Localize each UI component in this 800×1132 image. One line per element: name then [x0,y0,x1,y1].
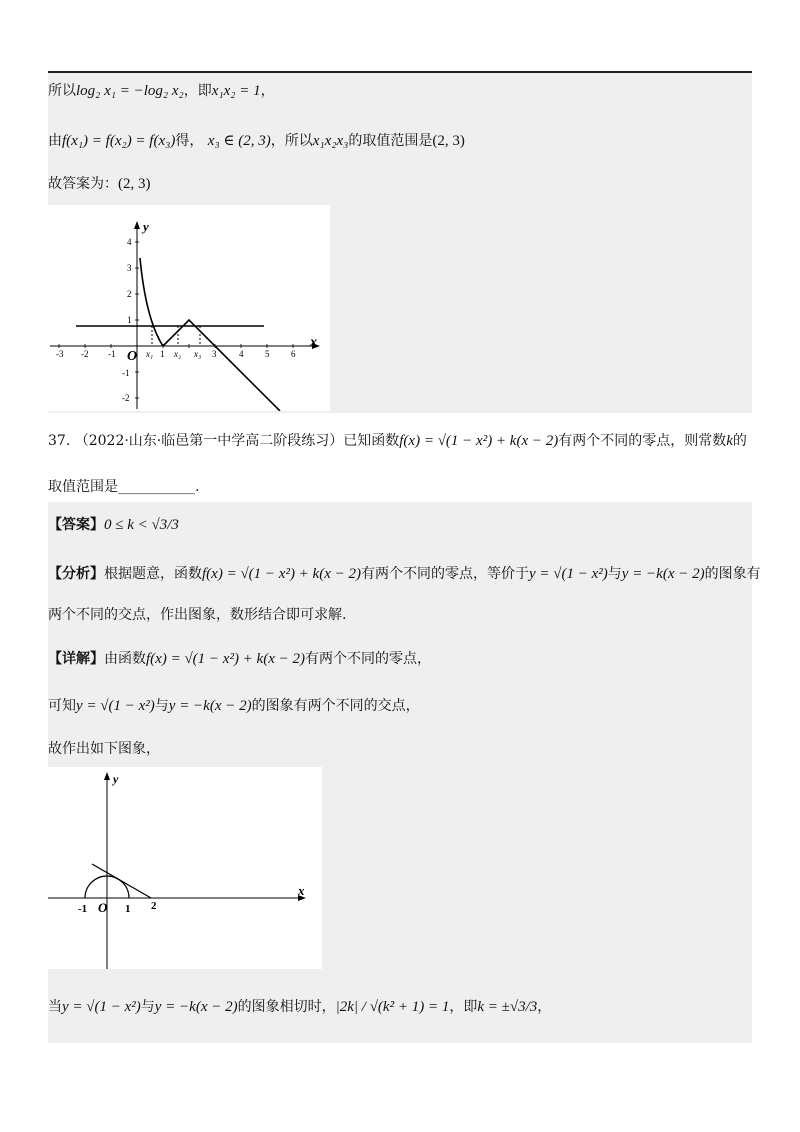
graph-1-y-arrow [134,221,140,229]
graph-1-xtick: 5 [265,349,270,359]
graph-1-ytick: 3 [127,263,132,273]
graph-1-ytick: 1 [127,315,132,325]
answer-blank: ___________ [118,479,195,495]
graph-1 [48,205,330,411]
graph-1-origin: O [127,349,138,364]
graph-2-y-label: y [113,772,119,786]
graph-1-ytick: 4 [127,237,132,247]
question-37-line-2: 取值范围是___________. [48,479,200,495]
prev-line-1: 所以log₂ x₁ = −log₂ x₂，即x₁x₂ = 1， [48,83,275,99]
prev-line-2: 由f(x₁) = f(x₂) = f(x₃)得， x₃ ∈ (2, 3)，所以x₁x₂x₃的取值范围是(2, 3) [48,133,465,149]
graph-1-xtick: 3 [212,349,217,359]
graph-2-xtick: -1 [78,903,88,915]
graph-2-x-label: x [298,883,305,898]
graph-2-origin: O [98,900,108,915]
graph-1-xtick: -2 [81,349,89,359]
question-37-line-1: 37. （2022·山东·临邑第一中学高二阶段练习）已知函数f(x) = √(1 − x²) + k(x − 2)有两个不同的零点，则常数k的 [48,433,747,449]
graph-1-point-x1: x₁ [146,349,154,359]
graph-1-x-label: x [310,335,317,350]
detail-line-3: 故作出如下图象， [48,741,160,757]
graph-1-xtick: -1 [108,349,116,359]
graph-1-log-branch [140,258,163,346]
graph-2 [48,767,322,969]
graph-2-xtick: 1 [125,903,131,915]
analysis-line-2: 两个不同的交点，作出图象，数形结合即可求解. [48,607,347,623]
graph-1-ytick: -1 [122,368,130,378]
graph-1-xtick: 6 [291,349,296,359]
graph-1-xtick: -3 [56,349,64,359]
graph-1-y-label: y [143,219,149,234]
graph-1-svg [48,205,330,411]
graph-1-piecewise-line [163,320,280,411]
graph-1-xtick: 4 [239,349,244,359]
graph-2-tangent-line [92,864,151,898]
graph-1-xtick: 1 [160,349,165,359]
analysis-line-1: 【分析】根据题意，函数f(x) = √(1 − x²) + k(x − 2)有两个不同的零点，等价于y = √(1 − x²)与y = −k(x − 2)的图象有 [48,566,761,582]
graph-2-xtick: 2 [151,900,157,912]
graph-1-ytick: 2 [127,289,132,299]
detail-line-2: 可知y = √(1 − x²)与y = −k(x − 2)的图象有两个不同的交点， [48,698,420,714]
graph-2-svg [48,767,322,969]
graph-1-point-x2: x₂ [174,349,182,359]
graph-1-tick-marks [59,242,293,398]
graph-1-point-x3: x₃ [194,349,202,359]
graph-1-ytick: -2 [122,393,130,403]
answer-line: 【答案】0 ≤ k < √3/3 [48,517,179,533]
detail-line-4: 当y = √(1 − x²)与y = −k(x − 2)的图象相切时，|2k| / √(k² + 1) = 1，即k = ±√3/3， [48,999,552,1015]
detail-line-1: 【详解】由函数f(x) = √(1 − x²) + k(x − 2)有两个不同的零点， [48,651,431,667]
prev-line-3: 故答案为：(2, 3) [48,176,151,192]
graph-2-y-arrow [104,772,110,780]
